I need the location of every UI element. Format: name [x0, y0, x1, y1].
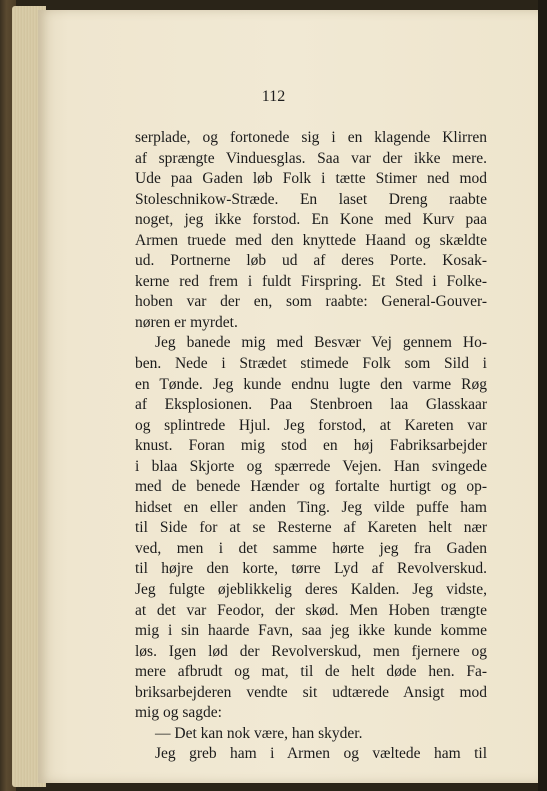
- book-spine-edge: [538, 0, 547, 791]
- text-line: Ude paa Gaden løb Folk i tætte Stimer ned mod: [135, 170, 487, 188]
- text-line: noget, jeg ikke forstod. En Kone med Kurv paa: [135, 211, 487, 229]
- text-line: Stoleschnikow-Stræde. En laset Dreng raabte: [135, 190, 487, 208]
- text-line: af sprængte Vinduesglas. Saa var der ikke mere.: [135, 149, 487, 167]
- text-line: mig og sagde:: [135, 704, 222, 722]
- body-text: [135, 128, 487, 765]
- text-line: serplade, og fortonede sig i en klagende Klirren: [135, 129, 487, 146]
- text-line: Jeg banede mig med Besvær Vej gennem Ho-: [155, 334, 487, 352]
- text-line: løs. Igen lød der Revolverskud, men fjernere og: [135, 642, 487, 660]
- text-line: ved, men i det samme hørte jeg fra Gaden: [135, 539, 487, 557]
- text-line: knust. Foran mig stod en høj Fabriksarbejder: [135, 437, 487, 455]
- text-line: nøren er myrdet.: [135, 313, 238, 331]
- text-line: Jeg greb ham i Armen og væltede ham til: [155, 745, 487, 763]
- text-line: at det var Feodor, der skød. Men Hoben trængte: [135, 601, 487, 619]
- text-line: ud. Portnerne løb ud af deres Porte. Kosak-: [135, 252, 487, 270]
- text-line: Armen truede med den knyttede Haand og skældte: [135, 231, 487, 249]
- text-line: kerne red frem i fuldt Firspring. Et Sted i Folke-: [135, 272, 487, 290]
- text-line: hoben var der en, som raabte: General-Gouver-: [135, 293, 487, 311]
- text-line: ben. Nede i Strædet stimede Folk som Sild i: [135, 355, 487, 373]
- text-line: til højre den korte, tørre Lyd af Revolverskud.: [135, 560, 487, 578]
- text-line: af Eksplosionen. Paa Stenbroen laa Glasskaar: [135, 396, 487, 414]
- text-line: en Tønde. Jeg kunde endnu lugte den varme Røg: [135, 375, 487, 393]
- text-line: briksarbejderen vendte sit udtærede Ansigt mod: [135, 683, 487, 701]
- text-line: til Side for at se Resterne af Kareten helt nær: [135, 519, 487, 537]
- page-number: 112: [261, 88, 286, 105]
- text-line: mig i sin haarde Favn, saa jeg ikke kunde komme: [135, 622, 487, 640]
- text-line: hidset en eller anden Ting. Jeg vilde puffe ham: [135, 498, 487, 516]
- text-line: mere afbrudt og mat, til de helt døde hen. Fa-: [135, 663, 487, 681]
- text-line: i blaa Skjorte og spærrede Vejen. Han svingede: [135, 457, 487, 475]
- text-line: — Det kan nok være, han skyder.: [155, 724, 363, 742]
- text-line: og splintrede Hjul. Jeg forstod, at Kareten var: [135, 416, 487, 434]
- text-line: Jeg fulgte øjeblikkelig deres Kalden. Jeg vidste,: [135, 581, 487, 599]
- text-line: med de benede Hænder og fortalte hurtigt og op-: [135, 478, 487, 496]
